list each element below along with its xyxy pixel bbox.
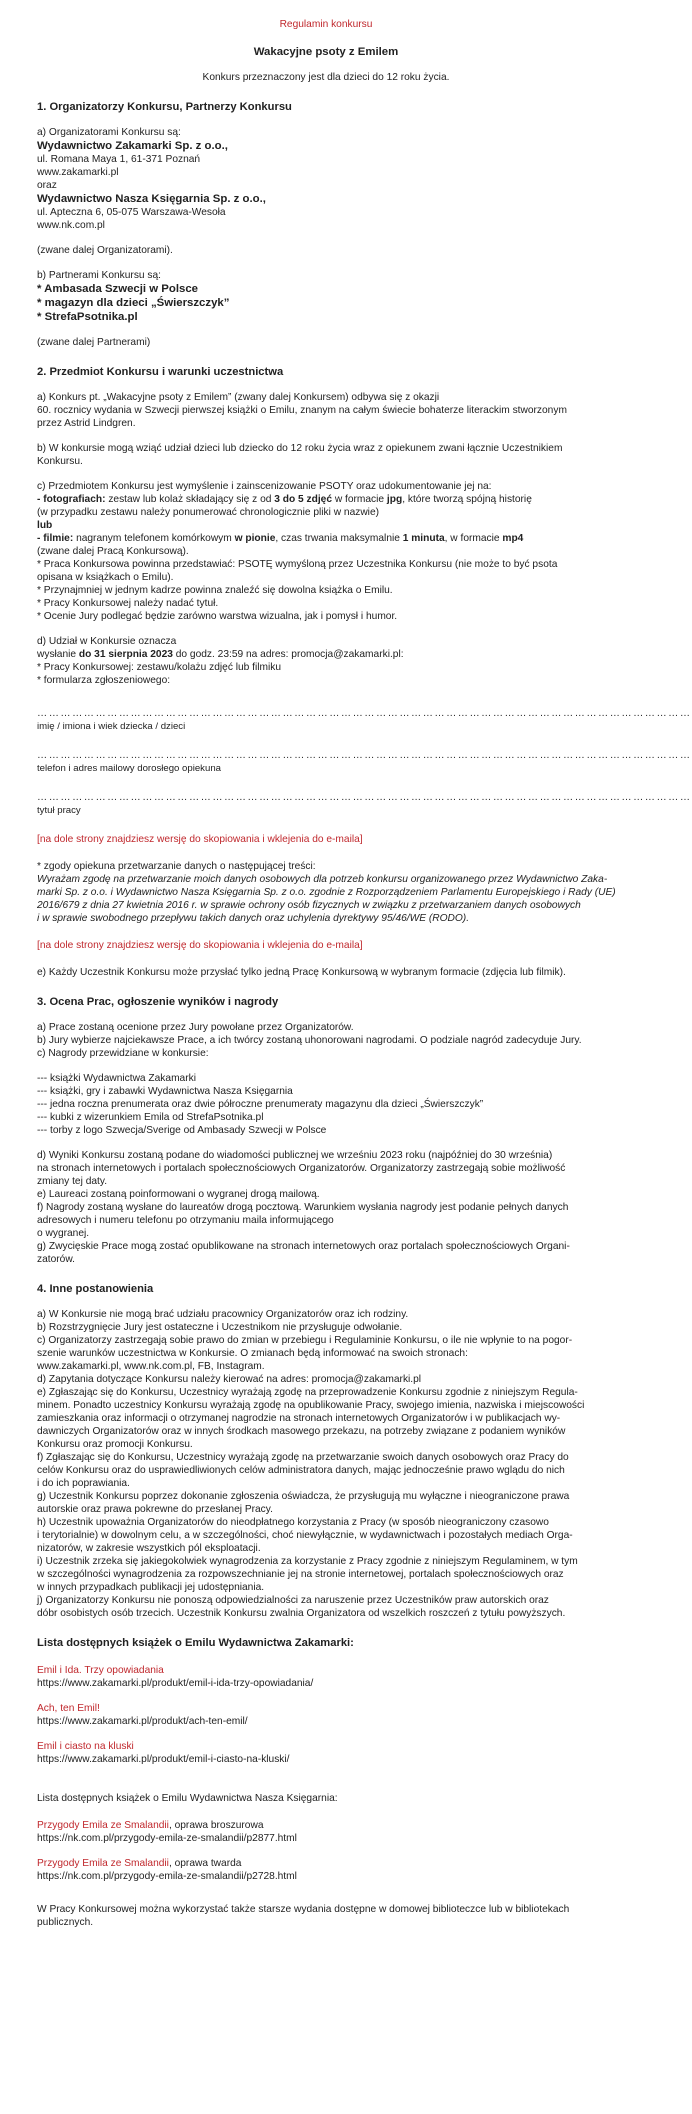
book-title: Emil i Ida. Trzy opowiadania	[37, 1665, 164, 1676]
s2-c-film-note: (zwane dalej Pracą Konkursową).	[37, 546, 189, 557]
prize-item-4: --- kubki z wizerunkiem Emila od StrefaPsotnika.pl	[37, 1112, 264, 1123]
s4-line: www.zakamarki.pl, www.nk.com.pl, FB, Instagram.	[37, 1361, 265, 1372]
partner-3: * StrefaPsotnika.pl	[37, 311, 138, 323]
book-link[interactable]: https://www.zakamarki.pl/produkt/emil-i-ciasto-na-kluski/	[37, 1754, 290, 1765]
prize-item-3: --- jedna roczna prenumerata oraz dwie półroczne prenumeraty magazynu dla dzieci „Świerszczyk”	[37, 1099, 484, 1110]
partner-1: * Ambasada Szwecji w Polsce	[37, 283, 199, 295]
form-dotted-line-2: ……………………………………………………………………………………………………………………………………………………	[37, 750, 692, 761]
s4-line: a) W Konkursie nie mogą brać udziału pracownicy Organizatorów oraz ich rodziny.	[37, 1309, 409, 1320]
prize-item-2: --- książki, gry i zabawki Wydawnictwa Nasza Księgarnia	[37, 1086, 293, 1097]
organizer-2-www: www.nk.com.pl	[37, 220, 105, 231]
s2-c-point-2: * Przynajmniej w jednym kadrze powinna znaleźć się dowolna książka o Emilu.	[37, 585, 393, 596]
prize-item-1: --- książki Wydawnictwa Zakamarki	[37, 1073, 196, 1084]
s4-line: nizatorów, w zakresie wszystkich pól eksploatacji.	[37, 1543, 261, 1554]
organizers-label: a) Organizatorami Konkursu są:	[37, 127, 181, 138]
copy-version-note-1: [na dole strony znajdziesz wersję do skopiowania i wklejenia do e-maila]	[37, 834, 363, 845]
organizers-alias: (zwane dalej Organizatorami).	[37, 245, 173, 256]
consent-text-2: marki Sp. z o.o. i Wydawnictwo Nasza Księgarnia Sp. z o.o. zgodnie z Rozporządzeniem Parlamentu Europejskiego i Rady (UE)	[37, 887, 616, 898]
s4-line: d) Zapytania dotyczące Konkursu należy kierować na adres: promocja@zakamarki.pl	[37, 1374, 422, 1385]
book-title: Ach, ten Emil!	[37, 1703, 100, 1714]
book-link[interactable]: https://nk.com.pl/przygody-emila-ze-smalandii/p2877.html	[37, 1833, 297, 1844]
s4-line: g) Uczestnik Konkursu poprzez dokonanie zgłoszenia oświadcza, że przysługują mu wyłączne i nieograniczone prawa	[37, 1491, 570, 1502]
organizer-1-name: Wydawnictwo Zakamarki Sp. z o.o.,	[37, 140, 228, 152]
form-field-guardian-contact: telefon i adres mailowy dorosłego opiekuna	[37, 763, 221, 774]
intro-text: Konkurs przeznaczony jest dla dzieci do 12 roku życia.	[202, 72, 450, 83]
s2-d-line-1: d) Udział w Konkursie oznacza	[37, 636, 177, 647]
s2-c-photo-note: (w przypadku zestawu należy ponumerować chronologicznie pliki w nazwie)	[37, 507, 380, 518]
book-title: Emil i ciasto na kluski	[37, 1741, 134, 1752]
s2-d-form-item: * formularza zgłoszeniowego:	[37, 675, 171, 686]
s4-line: celów Konkursu oraz do usprawiedliwionych celów administratora danych, mając jednocześnie prawo wglądu do nich	[37, 1465, 565, 1476]
s2-a-line-3: przez Astrid Lindgren.	[37, 418, 136, 429]
s4-line: dawniczych Organizatorów oraz w innych środkach masowego przekazu, na potrzeby związane z podaniem wyników	[37, 1426, 566, 1437]
s4-line: e) Zgłaszając się do Konkursu, Uczestnicy wyrażają zgodę na przeprowadzenie Konkursu zgodnie z niniejszym Regula-	[37, 1387, 578, 1398]
s3-f-line-3: o wygranej.	[37, 1228, 90, 1239]
book-title: Przygody Emila ze Smalandii	[37, 1858, 169, 1869]
consent-text-3: 2016/679 z dnia 27 kwietnia 2016 r. w sprawie ochrony osób fizycznych w związku z przetwarzaniem danych osobowych	[37, 900, 581, 911]
consent-text-1: Wyrażam zgodę na przetwarzanie moich danych osobowych dla potrzeb konkursu organizowanego przez Wydawnictwo Zaka-	[37, 874, 608, 885]
organizer-2-address: ul. Apteczna 6, 05-075 Warszawa-Wesoła	[37, 207, 226, 218]
partner-2: * magazyn dla dzieci „Świerszczyk”	[37, 297, 230, 309]
s4-line: w innych przypadkach publikacji jej udostępniania.	[37, 1582, 265, 1593]
form-field-children: imię / imiona i wiek dziecka / dzieci	[37, 721, 186, 732]
s4-line: Konkursu oraz promocji Konkursu.	[37, 1439, 193, 1450]
s2-a-line-2: 60. rocznicy wydania w Szwecji pierwszej książki o Emilu, znanym na całym świecie bohaterze literackim stworzonym	[37, 405, 567, 416]
s3-c: c) Nagrody przewidziane w konkursie:	[37, 1048, 209, 1059]
s4-line: dóbr osobistych osób trzecich. Uczestnik Konkursu zwalnia Organizatora od wszelkich roszczeń z tytułu powyższych.	[37, 1608, 566, 1619]
s4-line: i do ich poprawiania.	[37, 1478, 130, 1489]
s2-c-intro: c) Przedmiotem Konkursu jest wymyślenie i zainscenizowanie PSOTY oraz udokumentowanie jej na:	[37, 481, 492, 492]
partners-alias: (zwane dalej Partnerami)	[37, 337, 151, 348]
s2-a-line-1: a) Konkurs pt. „Wakacyjne psoty z Emilem” (zwany dalej Konkursem) odbywa się z okazji	[37, 392, 440, 403]
s2-c-photo-option: - fotografiach: zestaw lub kolaż składający się z od 3 do 5 zdjęć w formacie jpg, które tworzą spójną historię	[37, 494, 532, 505]
consent-text-4: i w sprawie swobodnego przepływu takich danych oraz uchylenia dyrektywy 95/46/WE (RODO).	[37, 913, 470, 924]
s4-line: szenie warunków uczestnictwa w Konkursie. O zmianach będą informować na swoich stronach:	[37, 1348, 468, 1359]
s3-d-line-3: zmiany tej daty.	[37, 1176, 108, 1187]
s4-line: minem. Ponadto uczestnicy Konkursu wyrażają zgodę na opublikowanie Pracy, swojego imienia, nazwiska i miejscowości	[37, 1400, 585, 1411]
consent-intro: * zgody opiekuna przetwarzanie danych o następującej treści:	[37, 861, 316, 872]
form-dotted-line-1: ……………………………………………………………………………………………………………………………………………………	[37, 708, 692, 719]
s2-c-or: lub	[37, 520, 53, 531]
copy-version-note-2: [na dole strony znajdziesz wersję do skopiowania i wklejenia do e-maila]	[37, 940, 363, 951]
form-dotted-line-3: ……………………………………………………………………………………………………………………………………………………	[37, 792, 692, 803]
s2-c-point-3: * Pracy Konkursowej należy nadać tytuł.	[37, 598, 219, 609]
s4-line: b) Rozstrzygnięcie Jury jest ostateczne i Uczestnikom nie przysługuje odwołanie.	[37, 1322, 403, 1333]
book-link[interactable]: https://www.zakamarki.pl/produkt/emil-i-ida-trzy-opowiadania/	[37, 1678, 314, 1689]
s3-a: a) Prace zostaną ocenione przez Jury powołane przez Organizatorów.	[37, 1022, 354, 1033]
s4-line: w szczególności wynagrodzenia za rozpowszechnianie jej na stronie internetowej, portalach społecznościowych oraz	[37, 1569, 564, 1580]
section-4-body	[37, 1308, 615, 1620]
section-1-heading: 1. Organizatorzy Konkursu, Partnerzy Konkursu	[37, 101, 292, 113]
form-field-work-title: tytuł pracy	[37, 805, 81, 816]
nk-book-2-line: Przygody Emila ze Smalandii, oprawa twarda	[37, 1858, 242, 1869]
s2-c-point-1b: opisana w książkach o Emilu).	[37, 572, 174, 583]
s4-line: j) Organizatorzy Konkursu nie ponoszą odpowiedzialności za naruszenie przez Uczestników praw autorskich oraz	[37, 1595, 549, 1606]
oraz-text: oraz	[37, 180, 57, 191]
book-title: Przygody Emila ze Smalandii	[37, 1820, 169, 1831]
s3-f-line-2: adresowych i numeru telefonu po otrzymaniu maila informującego	[37, 1215, 334, 1226]
nk-book-1-line: Przygody Emila ze Smalandii, oprawa broszurowa	[37, 1820, 264, 1831]
prize-item-5: --- torby z logo Szwecja/Sverige od Ambasady Szwecji w Polsce	[37, 1125, 327, 1136]
nk-books-heading: Lista dostępnych książek o Emilu Wydawnictwa Nasza Księgarnia:	[37, 1793, 338, 1804]
s3-g-line-2: zatorów.	[37, 1254, 75, 1265]
section-3-heading: 3. Ocena Prac, ogłoszenie wyników i nagrody	[37, 996, 279, 1008]
s2-c-film-option: - filmie: nagranym telefonem komórkowym w pionie, czas trwania maksymalnie 1 minuta, w formacie mp4	[37, 533, 524, 544]
s4-line: zamieszkania oraz informacji o otrzymanej nagrodzie na stronach internetowych Organizatorów i w publikacjach wy-	[37, 1413, 561, 1424]
organizer-2-name: Wydawnictwo Nasza Księgarnia Sp. z o.o.,	[37, 193, 266, 205]
regulations-document	[37, 18, 692, 1929]
s4-line: f) Zgłaszając się do Konkursu, Uczestnicy wyrażają zgodę na przetwarzanie swoich danych osobowych oraz Pracy do	[37, 1452, 569, 1463]
s2-b-line-2: Konkursu.	[37, 456, 83, 467]
section-2-heading: 2. Przedmiot Konkursu i warunki uczestnictwa	[37, 366, 284, 378]
s4-line: i terytorialnie) w dowolnym celu, a w szczególności, choć niewyłącznie, w wydawnictwach i pozostałych mediach Orga-	[37, 1530, 573, 1541]
s3-g-line-1: g) Zwycięskie Prace mogą zostać opublikowane na stronach internetowych oraz portalach społecznościowych Organi-	[37, 1241, 570, 1252]
s4-line: h) Uczestnik upoważnia Organizatorów do nieodpłatnego korzystania z Pracy (w sposób nieograniczony czasowo	[37, 1517, 549, 1528]
s4-line: c) Organizatorzy zastrzegają sobie prawo do zmian w przebiegu i Regulaminie Konkursu, o ile nie wpłynie to na pogor-	[37, 1335, 573, 1346]
footer-line-1: W Pracy Konkursowej można wykorzystać także starsze wydania dostępne w domowej biblioteczce lub w bibliotekach	[37, 1904, 570, 1915]
s2-e-line: e) Każdy Uczestnik Konkursu może przysłać tylko jedną Pracę Konkursową w wybranym formacie (zdjęcia lub filmik).	[37, 967, 566, 978]
s3-f-line-1: f) Nagrody zostaną wysłane do laureatów drogą pocztową. Warunkiem wysłania nagrody jest podanie pełnych danych	[37, 1202, 569, 1213]
s2-d-deadline: wysłanie do 31 sierpnia 2023 do godz. 23:59 na adres: promocja@zakamarki.pl:	[37, 649, 404, 660]
book-link[interactable]: https://nk.com.pl/przygody-emila-ze-smalandii/p2728.html	[37, 1871, 297, 1882]
page-title: Wakacyjne psoty z Emilem	[253, 46, 399, 58]
s2-b-line-1: b) W konkursie mogą wziąć udział dzieci lub dziecko do 12 roku życia wraz z opiekunem zwani łącznie Uczestnikiem	[37, 443, 563, 454]
footer-line-2: publicznych.	[37, 1917, 94, 1928]
s4-line: i) Uczestnik zrzeka się jakiegokolwiek wynagrodzenia za korzystanie z Pracy zgodnie z niniejszym Regulaminem, w tym	[37, 1556, 578, 1567]
regulamin-label: Regulamin konkursu	[279, 19, 373, 30]
s2-d-work-item: * Pracy Konkursowej: zestawu/kolażu zdjęć lub filmiku	[37, 662, 282, 673]
zakamarki-books-heading: Lista dostępnych książek o Emilu Wydawnictwa Zakamarki:	[37, 1637, 354, 1649]
organizer-1-address: ul. Romana Maya 1, 61-371 Poznań	[37, 154, 201, 165]
s4-line: autorskie oraz prawa pokrewne do przesłanej Pracy.	[37, 1504, 273, 1515]
s2-c-point-1a: * Praca Konkursowa powinna przedstawiać: PSOTĘ wymyśloną przez Uczestnika Konkursu (nie może to być psota	[37, 559, 558, 570]
s3-e: e) Laureaci zostaną poinformowani o wygranej drogą mailową.	[37, 1189, 320, 1200]
s3-d-line-2: na stronach internetowych i portalach społecznościowych Organizatorów. Organizatorzy zastrzegają sobie możliwość	[37, 1163, 566, 1174]
partners-label: b) Partnerami Konkursu są:	[37, 270, 162, 281]
s3-d-line-1: d) Wyniki Konkursu zostaną podane do wiadomości publicznej we wrześniu 2023 roku (najpóźniej do 30 września)	[37, 1150, 553, 1161]
book-link[interactable]: https://www.zakamarki.pl/produkt/ach-ten-emil/	[37, 1716, 248, 1727]
organizer-1-www: www.zakamarki.pl	[37, 167, 119, 178]
s3-b: b) Jury wybierze najciekawsze Prace, a ich twórcy zostaną uhonorowani nagrodami. O podziale nagród zadecyduje Jury.	[37, 1035, 582, 1046]
s2-c-point-4: * Ocenie Jury podlegać będzie zarówno warstwa wizualna, jak i pomysł i humor.	[37, 611, 398, 622]
section-4-heading: 4. Inne postanowienia	[37, 1283, 154, 1295]
